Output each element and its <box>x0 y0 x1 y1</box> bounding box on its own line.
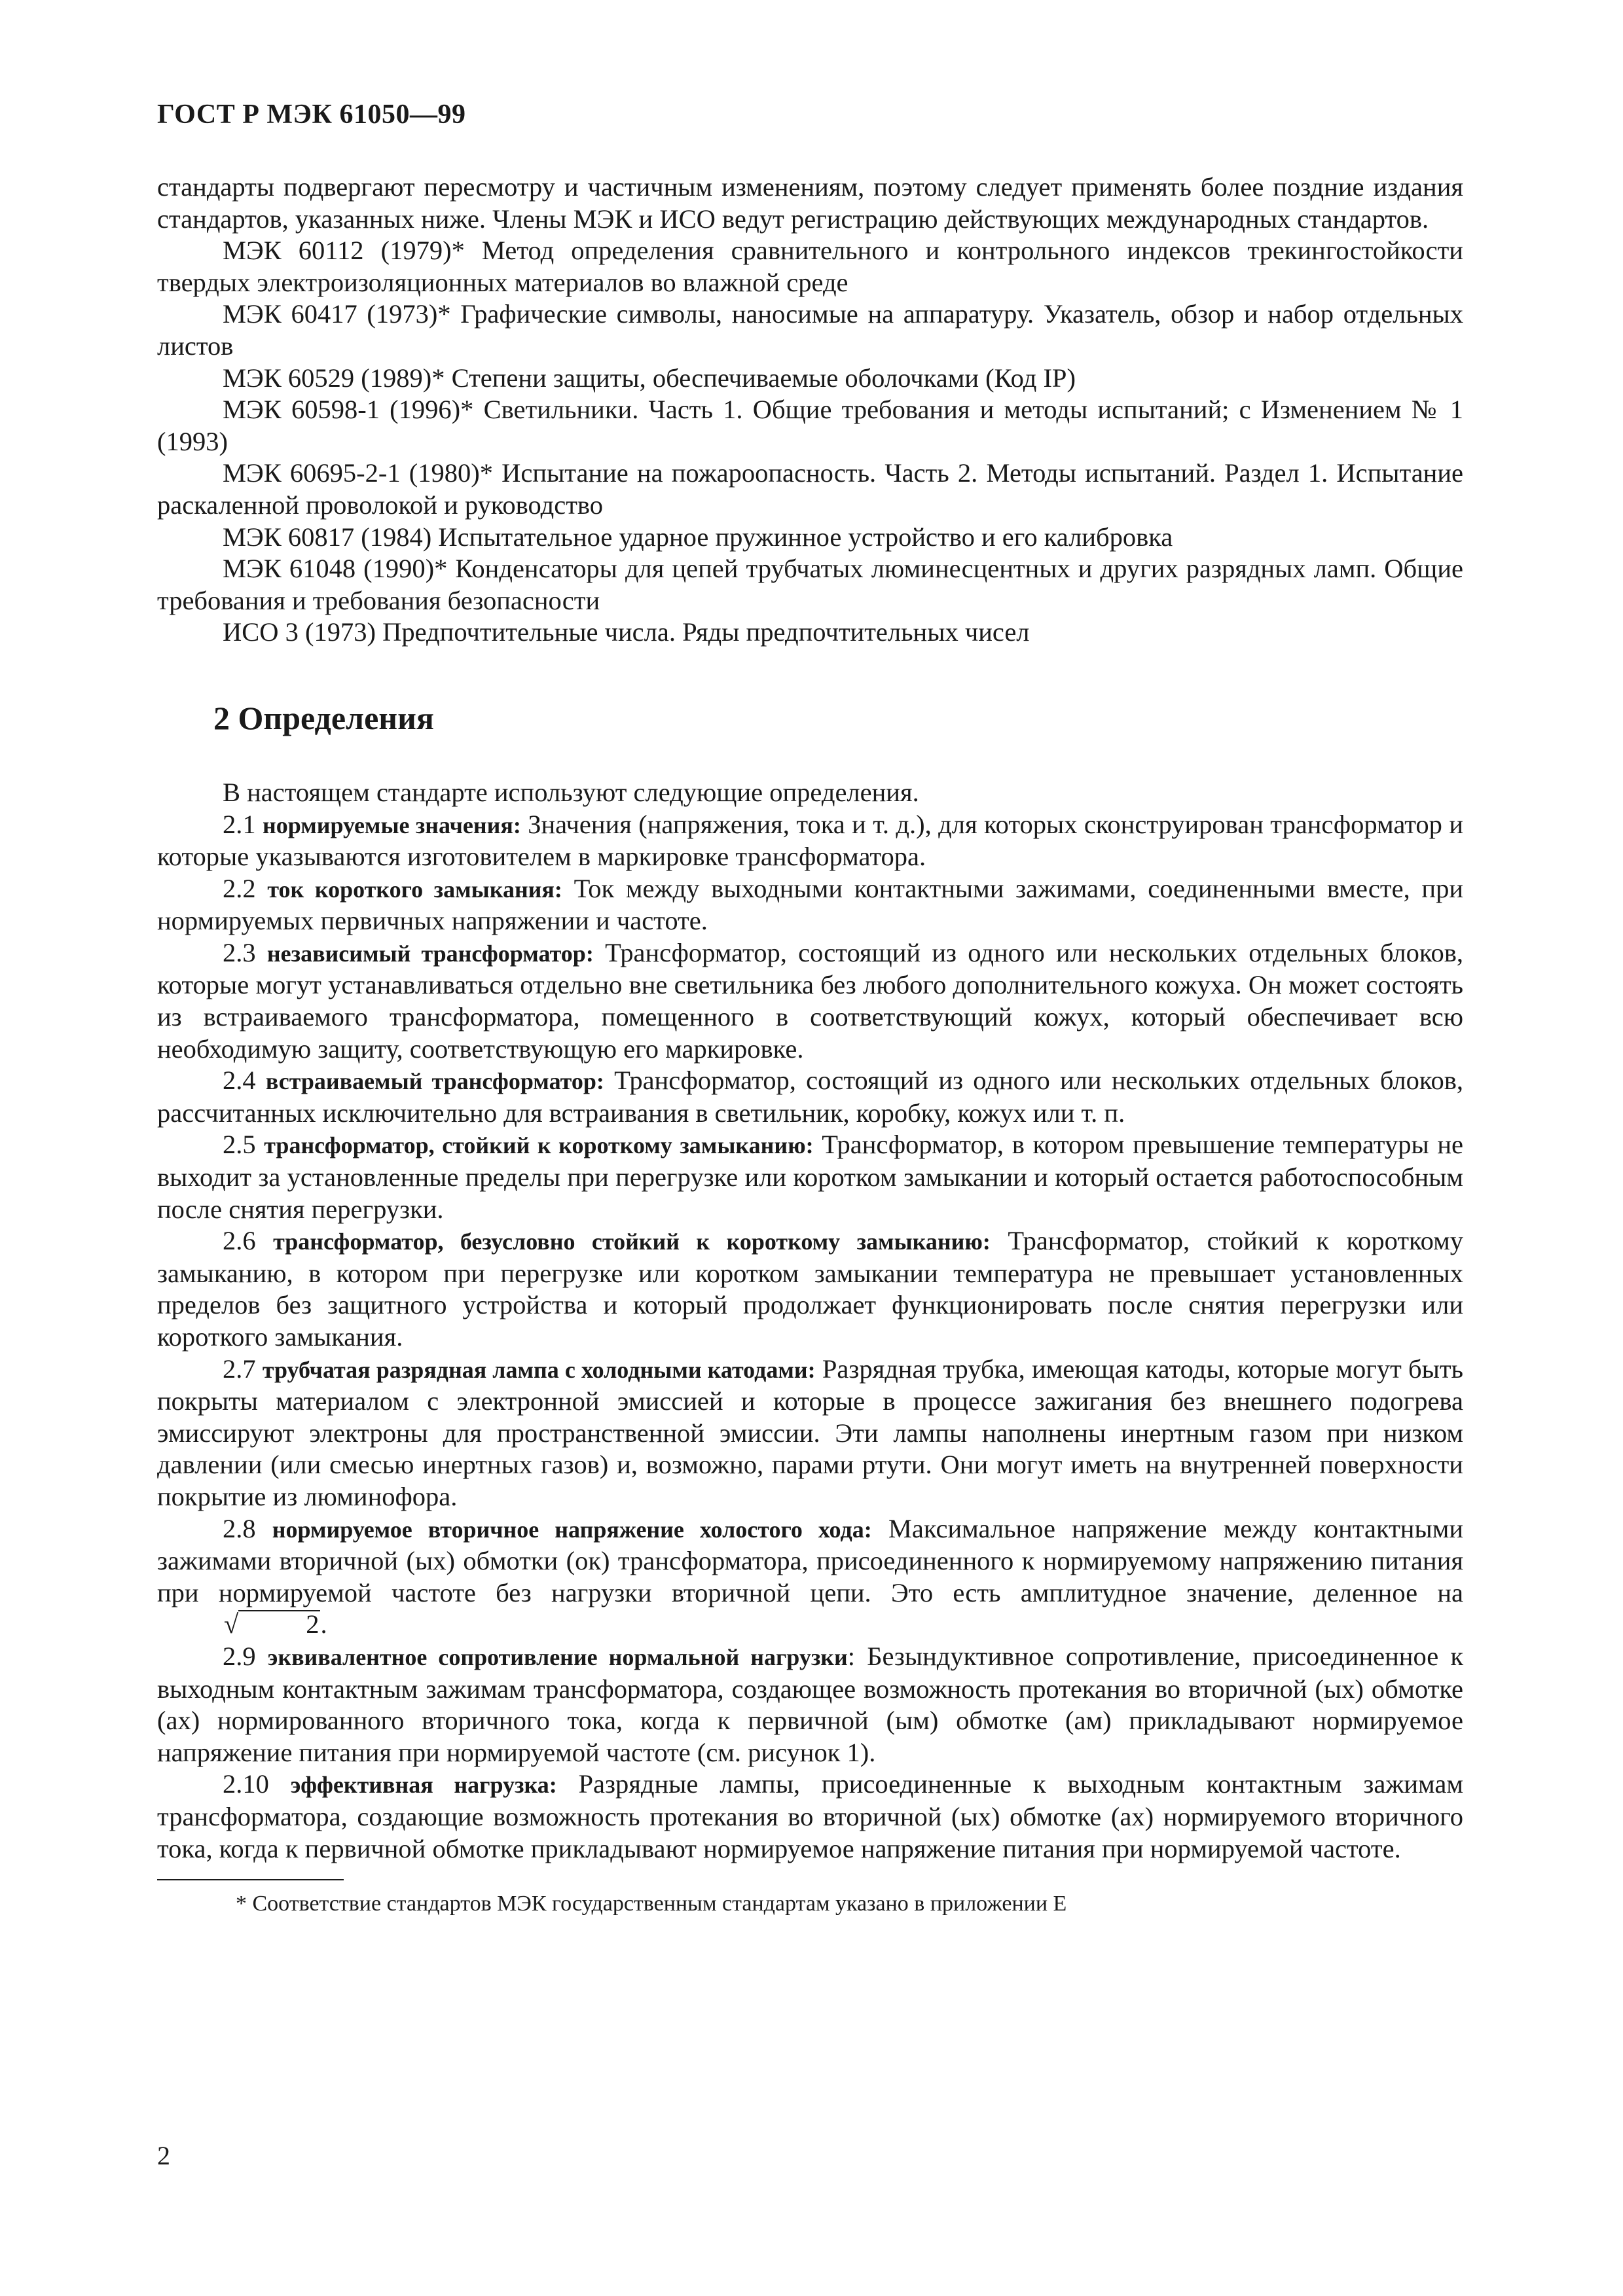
reference-item: МЭК 60529 (1989)* Степени защиты, обеспечиваемые оболочками (Код IP) <box>223 363 1076 393</box>
definition-item <box>157 1641 1463 1768</box>
definition-item <box>157 1065 1463 1129</box>
definition-item <box>157 1129 1463 1225</box>
definition-term: нормируемое вторичное напряжение холостого хода: <box>272 1516 872 1543</box>
reference-item: МЭК 60695-2-1 (1980)* Испытание на пожароопасность. Часть 2. Методы испытаний. Раздел 1. Испытание раскаленной проволокой и руководство <box>157 458 1463 520</box>
definition-term: трубчатая разрядная лампа с холодными катодами: <box>262 1356 816 1383</box>
reference-item: ИСО 3 (1973) Предпочтительные числа. Ряды предпочтительных чисел <box>223 617 1030 647</box>
definition-text: Трансформатор, состоящий из одного или нескольких отдельных блоков, которые могут устанавливаться отдельно вне светильника без любого дополнительного кожуха. Он может состоять из встраиваемого трансформатора, помещенного в соответствующий кожух, который обеспечивает всю необходимую защиту, соответствующую его маркировке. <box>157 937 1463 1064</box>
definition-term: нормируемые значения: <box>263 812 521 838</box>
reference-item: МЭК 60598-1 (1996)* Светильники. Часть 1. Общие требования и методы испытаний; с Изменением № 1 (1993) <box>157 395 1463 456</box>
square-root-expression <box>157 1609 320 1641</box>
definition-tail: . <box>320 1609 327 1640</box>
definition-number: 2.9 <box>223 1641 256 1671</box>
definition-number: 2.10 <box>223 1769 269 1799</box>
square-root-radicand: 2 <box>238 1610 320 1638</box>
definition-text: Трансформатор, стойкий к короткому замыканию, в котором при перегрузке или коротком замыкании температура не превышает установленных пределов без защитного устройства и который продолжает функционировать после снятия перегрузки или короткого замыкания. <box>157 1226 1464 1352</box>
reference-item: МЭК 60112 (1979)* Метод определения сравнительного и контрольного индексов трекингостойкости твердых электроизоляционных материалов во влажной среде <box>157 236 1463 297</box>
definition-term: эквивалентное сопротивление нормальной нагрузки <box>267 1643 848 1670</box>
document-header-code: ГОСТ Р МЭК 61050—99 <box>157 99 466 130</box>
footnote: * Соответствие стандартов МЭК государственным стандартам указано в приложении Е <box>236 1892 1067 1916</box>
definition-term: независимый трансформатор: <box>266 940 594 967</box>
intro-paragraph: стандарты подвергают пересмотру и частичным изменениям, поэтому следует применять более поздние издания стандартов, указанных ниже. Члены МЭК и ИСО ведут регистрацию действующих международных стандартов. <box>157 172 1463 234</box>
definition-term: ток короткого замыкания: <box>267 876 562 903</box>
definition-number: 2.5 <box>223 1130 256 1160</box>
definition-item <box>157 1513 1463 1641</box>
definition-text: Трансформатор, в котором превышение температуры не выходит за установленные пределы при перегрузке или коротком замыкании и который остается работоспособным после снятия перегрузки. <box>157 1130 1464 1224</box>
definition-text: Максимальное напряжение между контактными зажимами вторичной (ых) обмотки (ок) трансформатора, присоединенного к нормируемому напряжению питания при нормируемой частоте без нагрузки вторичной цепи. Это есть амплитудное значение, деленное на <box>157 1513 1463 1607</box>
definition-number: 2.2 <box>223 873 256 903</box>
page-number: 2 <box>157 2141 170 2170</box>
definition-number: 2.1 <box>223 809 256 839</box>
document-page <box>157 98 1463 1918</box>
square-root-symbol: √ <box>224 1609 239 1640</box>
section-lead: В настоящем стандарте используют следующие определения. <box>223 777 919 807</box>
reference-item: МЭК 60817 (1984) Испытательное ударное пружинное устройство и его калибровка <box>223 522 1173 552</box>
definition-text: Ток между выходными контактными зажимами, соединенными вместе, при нормируемых первичных напряжении и частоте. <box>157 873 1463 936</box>
footnote-divider <box>157 1879 344 1880</box>
definition-text: Разрядная трубка, имеющая катоды, которые могут быть покрыты материалом с электронной эмиссией и которые в процессе зажигания без внешнего подогрева эмиссируют электроны для пространственной эмиссии. Эти лампы наполнены инертным газом при низком давлении (или смесью инертных газов) и, возможно, парами ртути. Они могут иметь на внутренней поверхности покрытие из люминофора. <box>157 1354 1463 1511</box>
reference-item: МЭК 61048 (1990)* Конденсаторы для цепей трубчатых люминесцентных и других разрядных ламп. Общие требования и требования безопасности <box>157 554 1463 615</box>
definition-number: 2.3 <box>223 937 256 967</box>
definition-text: : Безындуктивное сопротивление, присоединенное к выходным контактным зажимам трансформатора, создающее возможность протекания во вторичной (ых) обмотке (ах) нормированного вторичного тока, когда к первичной (ым) обмотке (ам) прикладывают нормируемое напряжение питания при нормируемой частоте (см. рисунок 1). <box>157 1641 1463 1767</box>
definition-item <box>157 809 1463 873</box>
definition-number: 2.8 <box>223 1513 256 1543</box>
definition-number: 2.6 <box>223 1226 256 1256</box>
definition-item <box>157 873 1463 937</box>
section-heading: 2 Определения <box>213 699 434 736</box>
definition-term: встраиваемый трансформатор: <box>265 1068 604 1095</box>
document-body <box>157 171 1463 1865</box>
definition-text: Значения (напряжения, тока и т. д.), для которых сконструирован трансформатор и которые указываются изготовителем в маркировке трансформатора. <box>157 809 1464 872</box>
definition-number: 2.4 <box>223 1066 256 1096</box>
definition-term: трансформатор, безусловно стойкий к короткому замыканию: <box>273 1229 991 1255</box>
definition-number: 2.7 <box>223 1354 256 1384</box>
definition-item <box>157 937 1463 1065</box>
definition-item <box>157 1225 1463 1353</box>
definition-text: Разрядные лампы, присоединенные к выходным контактным зажимам трансформатора, создающие возможность протекания во вторичной (ых) обмотке (ах) нормируемого вторичного тока, когда к первичной обмотке прикладывают нормируемое напряжение питания при нормируемой частоте. <box>157 1769 1464 1863</box>
reference-item: МЭК 60417 (1973)* Графические символы, наносимые на аппаратуру. Указатель, обзор и набор отдельных листов <box>157 299 1463 361</box>
definition-item <box>157 1768 1463 1865</box>
definition-term: трансформатор, стойкий к короткому замыканию: <box>264 1132 814 1159</box>
definition-item <box>157 1354 1463 1513</box>
definition-text: Трансформатор, состоящий из одного или нескольких отдельных блоков, рассчитанных исключительно для встраивания в светильник, коробку, кожух или т. п. <box>157 1066 1464 1128</box>
definition-term: эффективная нагрузка: <box>290 1772 557 1799</box>
